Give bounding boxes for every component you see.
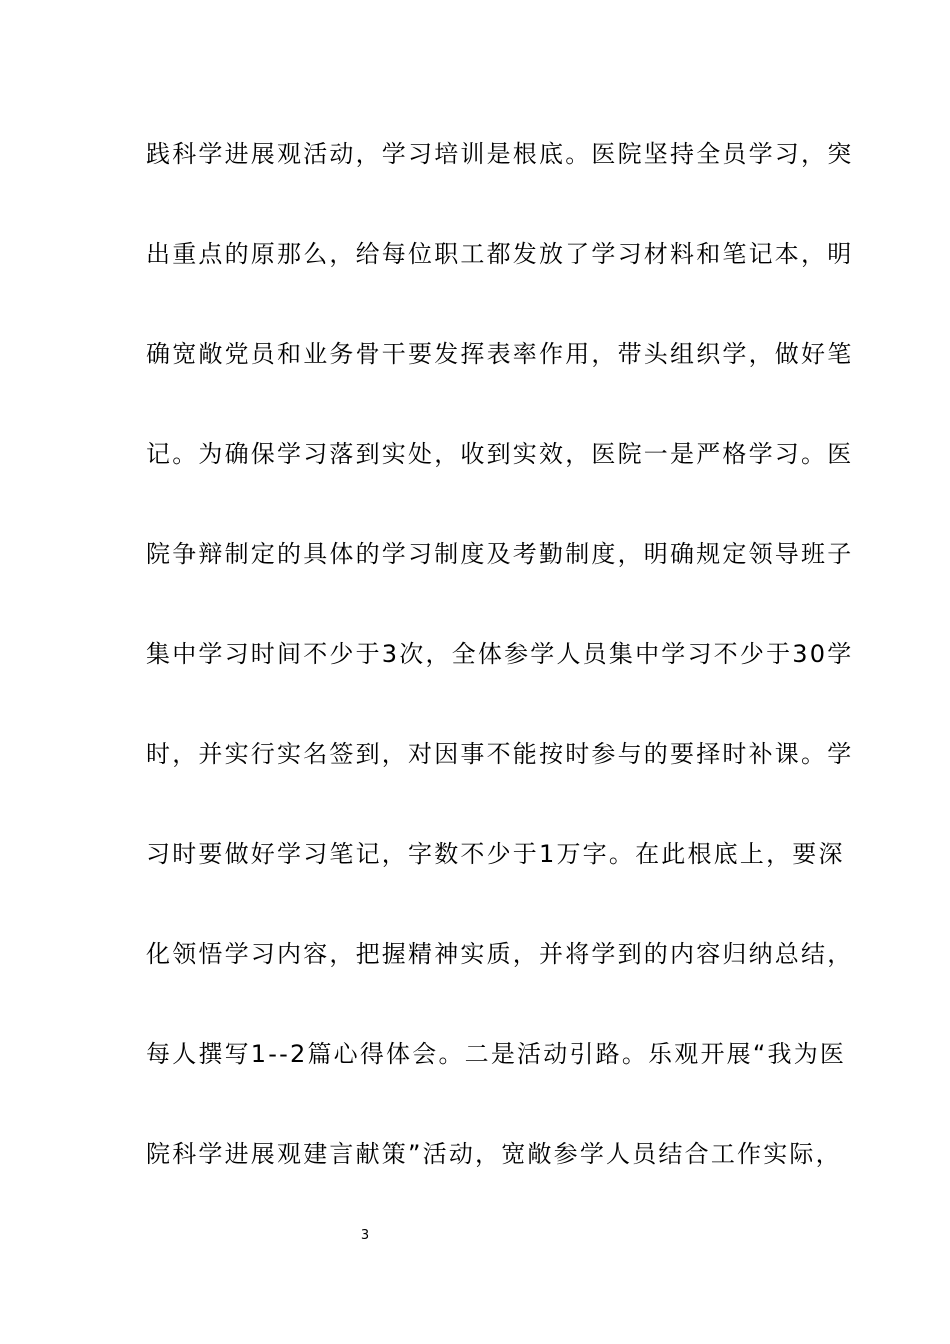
text-line: 践科学进展观活动，学习培训是根底。医院坚持全员学习，突 bbox=[146, 140, 854, 168]
text-line: 院争辩制定的具体的学习制度及考勤制度，明确规定领导班子 bbox=[146, 540, 854, 568]
text-line: 时，并实行实名签到，对因事不能按时参与的要择时补课。学 bbox=[146, 740, 854, 768]
text-line: 院科学进展观建言献策”活动，宽敞参学人员结合工作实际， bbox=[146, 1140, 842, 1168]
text-line: 化领悟学习内容，把握精神实质，并将学到的内容归纳总结， bbox=[146, 940, 854, 968]
text-line: 确宽敞党员和业务骨干要发挥表率作用，带头组织学，做好笔 bbox=[146, 340, 854, 368]
body-text bbox=[146, 128, 854, 1228]
text-line: 记。为确保学习落到实处，收到实效，医院一是严格学习。医 bbox=[146, 440, 854, 468]
text-line: 集中学习时间不少于3次，全体参学人员集中学习不少于30学 bbox=[146, 640, 854, 668]
text-line: 每人撰写1--2篇心得体会。二是活动引路。乐观开展“我为医 bbox=[146, 1040, 847, 1068]
page-number: 3 bbox=[360, 1228, 370, 1243]
text-line: 出重点的原那么，给每位职工都发放了学习材料和笔记本，明 bbox=[146, 240, 854, 268]
text-line: 习时要做好学习笔记，字数不少于1万字。在此根底上，要深 bbox=[146, 840, 845, 868]
